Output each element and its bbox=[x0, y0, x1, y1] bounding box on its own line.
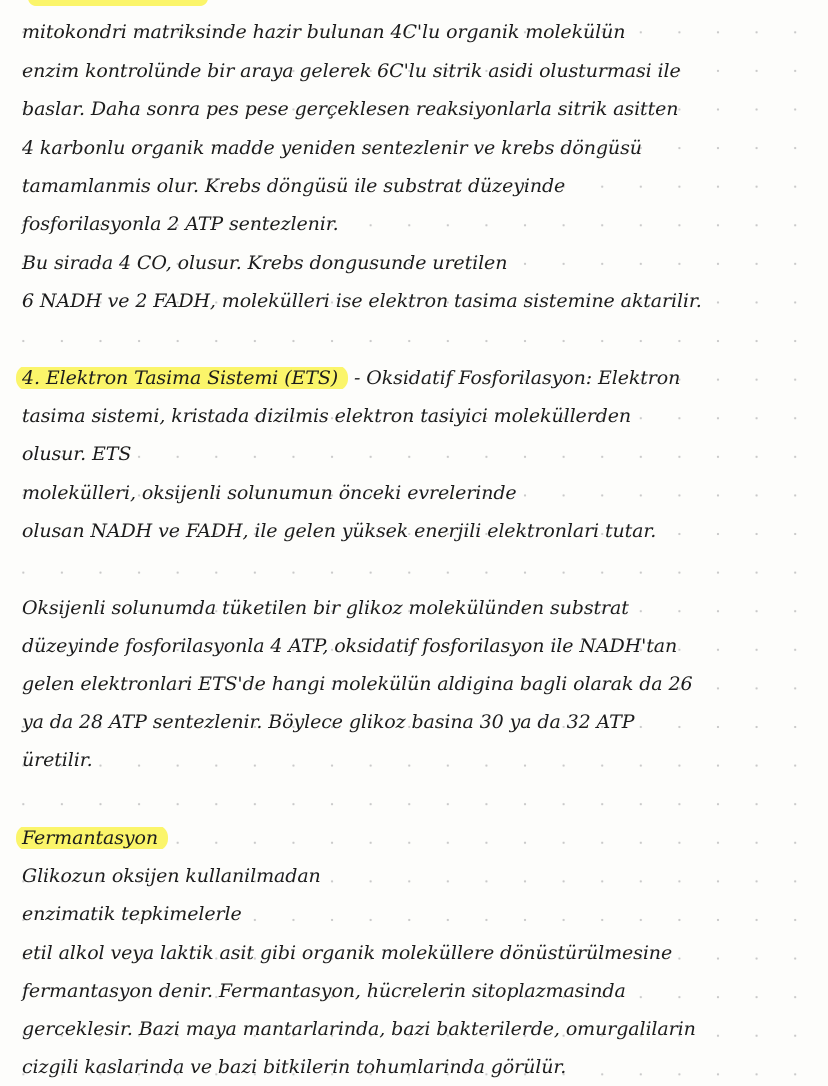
text-line: molekülleri, oksijenli solunumun önceki evrelerinde bbox=[22, 482, 517, 504]
text-line: enzim kontrolünde bir araya gelerek 6C'lu sitrik asidi olusturmasi ile bbox=[22, 60, 681, 82]
text-line: ya da 28 ATP sentezlenir. Böylece glikoz basina 30 ya da 32 ATP bbox=[22, 711, 635, 733]
text-line: baslar. Daha sonra pes pese gerçeklesen reaksiyonlarla sitrik asitten bbox=[22, 98, 679, 120]
top-highlight-mark bbox=[28, 0, 208, 6]
text-line: cizgili kaslarinda ve bazi bitkilerin tohumlarinda görülür. bbox=[22, 1056, 567, 1078]
text-line: fermantasyon denir. Fermantasyon, hücrelerin sitoplazmasinda bbox=[22, 980, 626, 1002]
text-line: olusur. ETS bbox=[22, 443, 132, 465]
ets-heading: 4. Elektron Tasima Sistemi (ETS) bbox=[16, 365, 348, 391]
text-line: üretilir. bbox=[22, 749, 93, 771]
text-line: 6 NADH ve 2 FADH, molekülleri ise elektron tasima sistemine aktarilir. bbox=[22, 290, 702, 312]
ets-heading-line bbox=[22, 366, 680, 390]
text-line: gerceklesir. Bazi maya mantarlarinda, bazi bakterilerde, omurgalilarin bbox=[22, 1018, 696, 1040]
text-line: Oksijenli solunumda tüketilen bir glikoz molekülünden substrat bbox=[22, 597, 629, 619]
text-line: enzimatik tepkimelerle bbox=[22, 903, 242, 925]
text-line: tasima sistemi, kristada dizilmis elektron tasiyici moleküllerden bbox=[22, 405, 632, 427]
text-line: mitokondri matriksinde hazir bulunan 4C'lu organik molekülün bbox=[22, 21, 626, 43]
text-line: etil alkol veya laktik asit gibi organik moleküllere dönüstürülmesine bbox=[22, 942, 673, 964]
text-line: tamamlanmis olur. Krebs döngüsü ile substrat düzeyinde bbox=[22, 175, 566, 197]
text-line: Bu sirada 4 CO, olusur. Krebs dongusunde uretilen bbox=[22, 252, 508, 274]
fermentation-heading-line bbox=[22, 826, 168, 850]
text-line: düzeyinde fosforilasyonla 4 ATP, oksidatif fosforilasyon ile NADH'tan bbox=[22, 635, 678, 657]
text-line: fosforilasyonla 2 ATP sentezlenir. bbox=[22, 213, 339, 235]
fermentation-heading: Fermantasyon bbox=[16, 825, 168, 851]
text-line: gelen elektronlari ETS'de hangi molekülün aldigina bagli olarak da 26 bbox=[22, 673, 693, 695]
ets-heading-rest: - Oksidatif Fosforilasyon: Elektron bbox=[348, 367, 681, 389]
text-line: olusan NADH ve FADH, ile gelen yüksek enerjili elektronlari tutar. bbox=[22, 520, 657, 542]
text-line: 4 karbonlu organik madde yeniden sentezlenir ve krebs döngüsü bbox=[22, 137, 642, 159]
text-line: Glikozun oksijen kullanilmadan bbox=[22, 865, 321, 887]
